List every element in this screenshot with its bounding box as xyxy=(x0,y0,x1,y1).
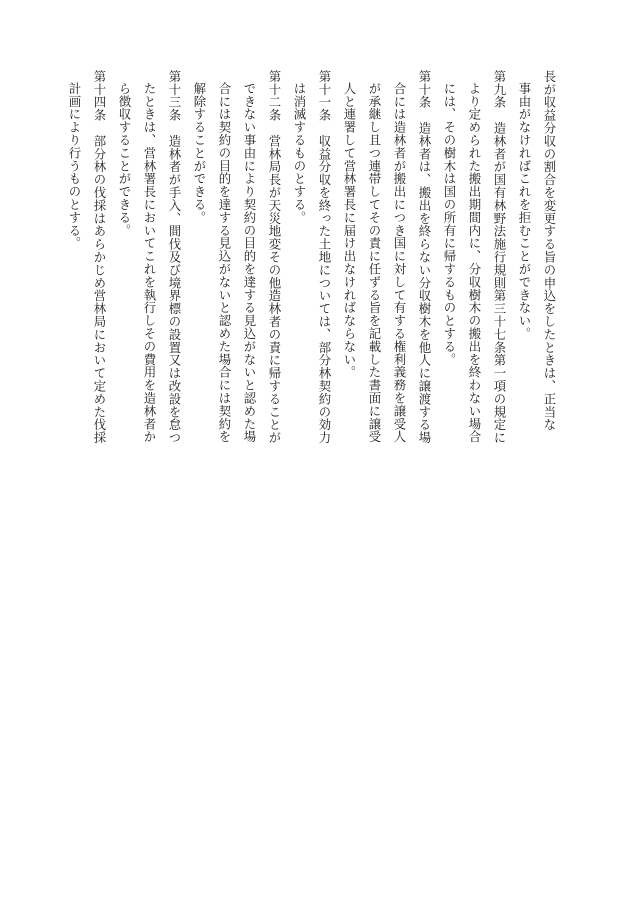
text-line: 合には造林者が搬出につき国に対して有する権利義務を譲受人 xyxy=(392,82,407,444)
text-line: 合には契約の目的を達する見込がないと認めた場合には契約を xyxy=(217,82,232,444)
text-line: は消滅するものとする。 xyxy=(292,82,307,225)
text-line: ら徴収することができる。 xyxy=(117,82,132,238)
text-line: 解除することができる。 xyxy=(192,82,207,225)
article-10-line: 第十条 造林者は、搬出を終らない分収樹木を他人に譲渡する場 xyxy=(417,70,432,445)
article-13-line: 第十三条 造林者が手入、間伐及び境界標の設置又は改設を怠つ xyxy=(167,70,182,445)
text-line: 事由がなければこれを拒むことができない。 xyxy=(517,82,532,341)
article-14-line: 第十四条 部分林の伐採はあらかじめ営林局において定めた伐採 xyxy=(92,70,107,445)
vertical-text-body xyxy=(62,70,562,450)
text-line: 長が収益分収の割合を変更する旨の申込をしたときは、正当な xyxy=(542,70,557,432)
text-line: たときは、営林署長においてこれを執行しその費用を造林者か xyxy=(142,82,157,444)
article-9-line: 第九条 造林者が国有林野法施行規則第三十七条第一項の規定に xyxy=(492,70,507,445)
text-line: には、その樹木は国の所有に帰するものとする。 xyxy=(442,82,457,367)
article-11-line: 第十一条 収益分収を終った土地については、部分林契約の効力 xyxy=(317,70,332,445)
text-line: 計画により行うものとする。 xyxy=(67,82,82,251)
text-line: できない事由により契約の目的を達する見込がないと認めた場 xyxy=(242,82,257,444)
text-line: より定められた搬出期間内に、分収樹木の搬出を終わない場合 xyxy=(467,82,482,444)
article-12-line: 第十二条 営林局長が天災地変その他造林者の責に帰することが xyxy=(267,70,282,445)
text-line: が承継し且つ連帯してその責に任ずる旨を記載した書面に譲受 xyxy=(367,82,382,444)
text-line: 人と連署して営林署長に届け出なければならない。 xyxy=(342,82,357,380)
